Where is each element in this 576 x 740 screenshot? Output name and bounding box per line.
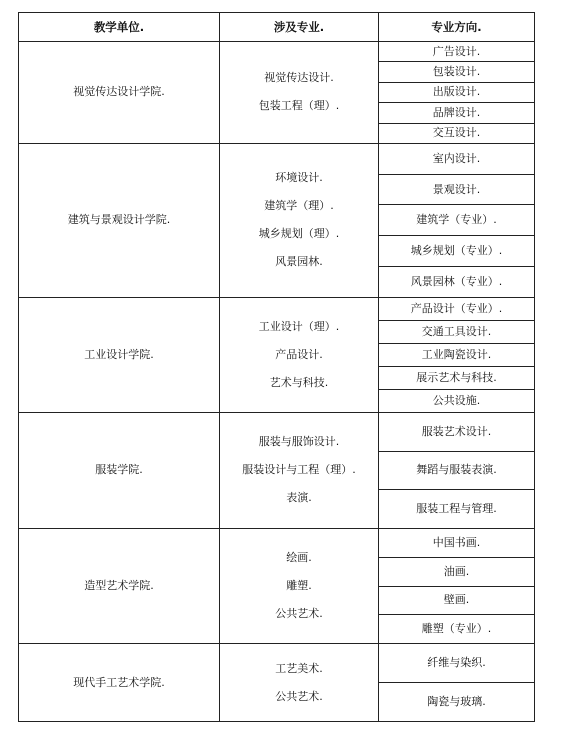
college-cell: 视觉传达设计学院.	[19, 42, 220, 144]
college-cell: 服装学院.	[19, 413, 220, 529]
direction-cell: 风景园林（专业）.	[379, 266, 535, 297]
major-item: 服装与服饰设计.	[258, 435, 340, 449]
major-item: 城乡规划（理）.	[258, 227, 340, 241]
direction-cell: 服装艺术设计.	[379, 413, 535, 452]
direction-cell: 广告设计.	[379, 42, 535, 62]
direction-cell: 纤维与染织.	[379, 644, 535, 683]
major-item: 包装工程（理）.	[258, 99, 340, 113]
direction-cell: 中国书画.	[379, 528, 535, 557]
direction-cell: 壁画.	[379, 586, 535, 615]
direction-cell: 交通工具设计.	[379, 320, 535, 343]
direction-cell: 油画.	[379, 557, 535, 586]
majors-cell	[220, 644, 379, 722]
college-cell: 建筑与景观设计学院.	[19, 143, 220, 297]
major-item: 表演.	[286, 491, 312, 505]
major-item: 工艺美术.	[275, 661, 323, 675]
direction-cell: 工业陶瓷设计.	[379, 343, 535, 366]
direction-cell: 陶瓷与玻璃.	[379, 683, 535, 722]
major-item: 风景园林.	[275, 255, 323, 269]
direction-cell: 建筑学（专业）.	[379, 205, 535, 236]
college-cell: 工业设计学院.	[19, 297, 220, 413]
major-item: 服装设计与工程（理）.	[242, 463, 356, 477]
major-item: 产品设计.	[275, 347, 323, 361]
direction-cell: 产品设计（专业）.	[379, 297, 535, 320]
direction-cell: 景观设计.	[379, 174, 535, 205]
majors-cell	[220, 413, 379, 529]
direction-cell: 室内设计.	[379, 143, 535, 174]
direction-cell: 出版设计.	[379, 82, 535, 102]
direction-cell: 包装设计.	[379, 62, 535, 82]
table-row	[19, 42, 535, 62]
major-item: 公共艺术.	[275, 689, 323, 703]
table-row	[19, 143, 535, 174]
table-row	[19, 528, 535, 557]
direction-cell: 品牌设计.	[379, 103, 535, 123]
direction-cell: 公共设施.	[379, 390, 535, 413]
major-item: 雕塑.	[286, 579, 312, 592]
direction-cell: 展示艺术与科技.	[379, 366, 535, 389]
table-row	[19, 297, 535, 320]
direction-cell: 舞蹈与服装表演.	[379, 451, 535, 490]
direction-cell: 交互设计.	[379, 123, 535, 143]
majors-cell	[220, 297, 379, 413]
college-cell: 造型艺术学院.	[19, 528, 220, 644]
major-item: 环境设计.	[275, 171, 323, 185]
major-item: 建筑学（理）.	[264, 199, 334, 213]
majors-cell	[220, 528, 379, 644]
major-item: 艺术与科技.	[269, 375, 329, 389]
header-college: 教学单位.	[19, 13, 220, 42]
table-row	[19, 644, 535, 683]
direction-cell: 服装工程与管理.	[379, 490, 535, 529]
direction-cell: 城乡规划（专业）.	[379, 236, 535, 267]
header-majors: 涉及专业.	[220, 13, 379, 42]
header-directions: 专业方向.	[379, 13, 535, 42]
college-cell: 现代手工艺术学院.	[19, 644, 220, 722]
major-item: 绘画.	[286, 551, 312, 564]
direction-cell: 雕塑（专业）.	[379, 615, 535, 644]
major-item: 工业设计（理）.	[258, 319, 340, 333]
majors-table	[18, 12, 535, 722]
majors-cell	[220, 42, 379, 144]
major-item: 视觉传达设计.	[264, 71, 334, 85]
header-row	[19, 13, 535, 42]
majors-cell	[220, 143, 379, 297]
table-row	[19, 413, 535, 452]
major-item: 公共艺术.	[275, 607, 323, 620]
